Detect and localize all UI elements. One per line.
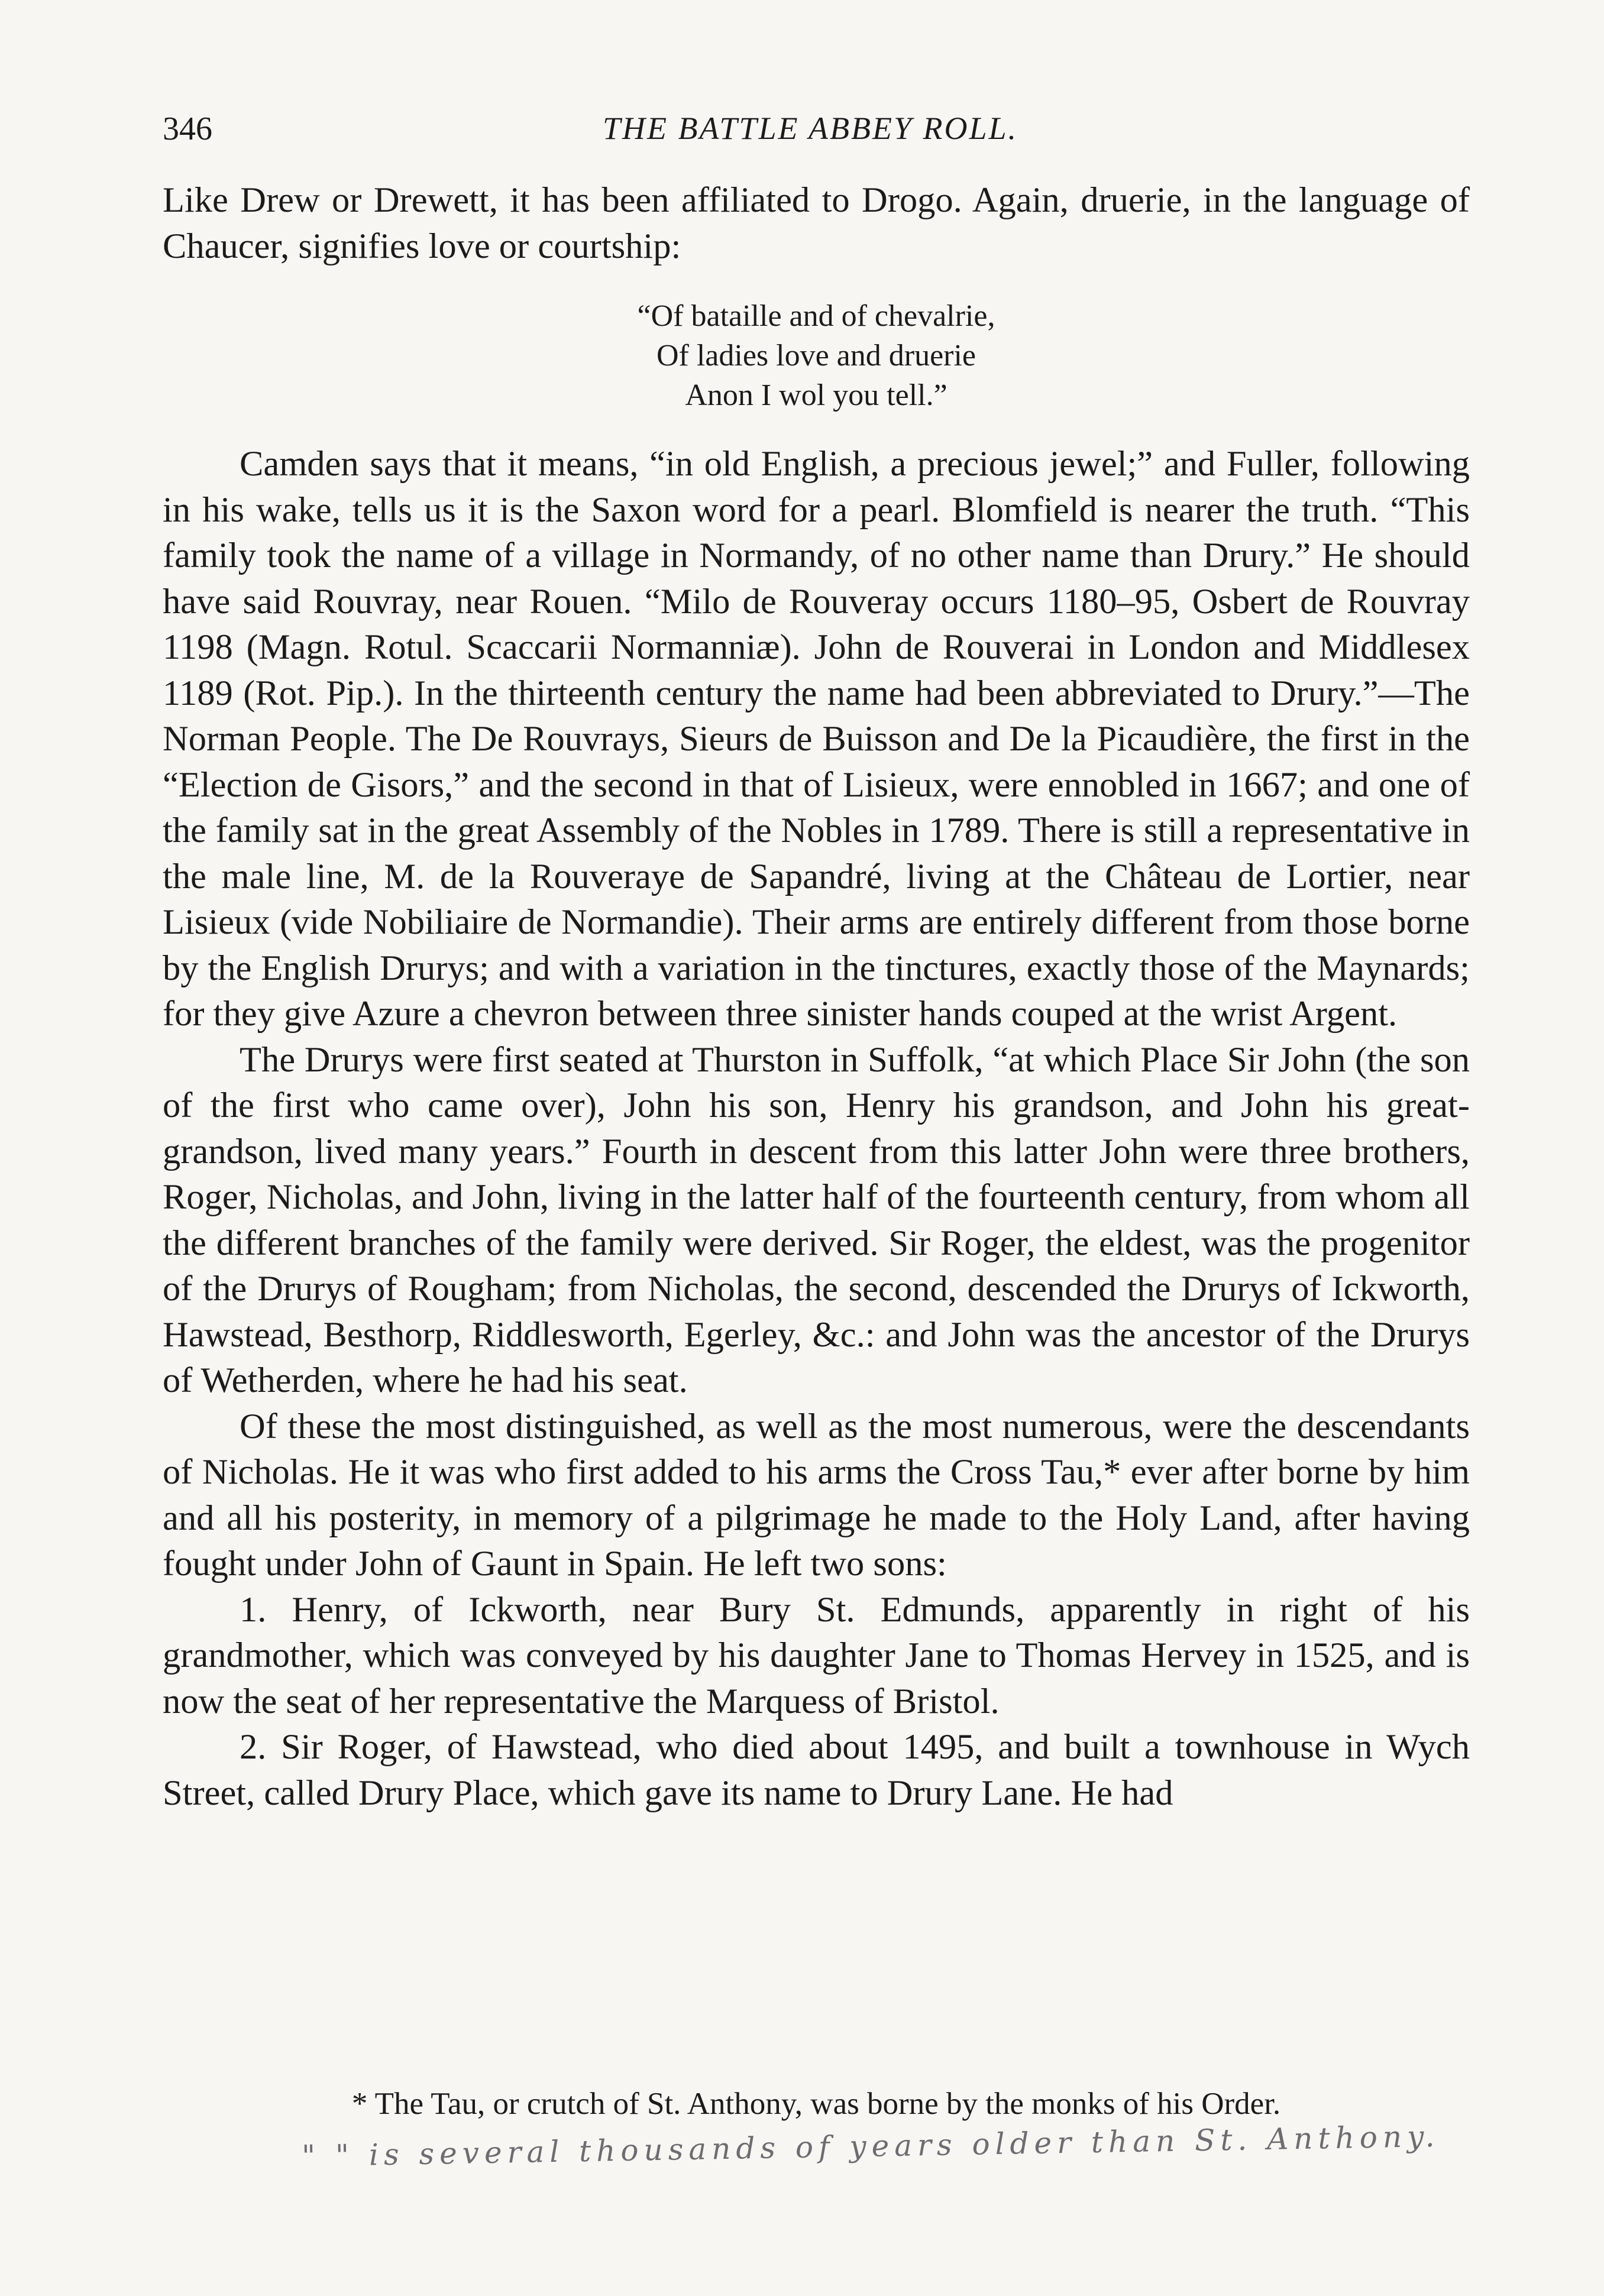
running-title: THE BATTLE ABBEY ROLL. [602, 111, 1018, 146]
verse-line: Of ladies love and druerie [656, 339, 976, 373]
list-item: 2. Sir Roger, of Hawstead, who died about 1495, and built a townhouse in Wych Street, called Drury Place, which gave its name to Drury Lane. He had [163, 1727, 1470, 1813]
verse-line: Anon I wol you tell.” [685, 378, 947, 412]
paragraph: Like Drew or Drewett, it has been affiliated to Drogo. Again, druerie, in the language of Chaucer, signifies love or courtship: [163, 180, 1470, 266]
verse-quotation [163, 296, 1470, 415]
page-header [163, 110, 1458, 157]
verse-line: “Of bataille and of chevalrie, [637, 299, 995, 333]
footnote: * The Tau, or crutch of St. Anthony, was borne by the monks of his Order. [351, 2087, 1281, 2121]
paragraph: Camden says that it means, “in old English, a precious jewel;” and Fuller, following in his wake, tells us it is the Saxon word for a pearl. Blomfield is nearer the truth. “This family took the name of a village in Normandy, of no other name than Drury.” He should have said Rouvray, near Rouen. “Milo de Rouveray occurs 1180–95, Osbert de Rouvray 1198 (Magn. Rotul. Scaccarii Normanniæ). John de Rouverai in London and Middlesex 1189 (Rot. Pip.). In the thirteenth century the name had been abbreviated to Drury.”—The Norman People. The De Rouvrays, Sieurs de Buisson and De la Picaudière, the first in the “Election de Gisors,” and the second in that of Lisieux, were ennobled in 1667; and one of the family sat in the great Assembly of the Nobles in 1789. There is still a representative in the male line, M. de la Rouveraye de Sapandré, living at the Château de Lortier, near Lisieux (vide Nobiliaire de Normandie). Their arms are entirely different from those borne by the English Drurys; and with a variation in the tinctures, exactly those of the Maynards; for they give Azure a chevron between three sinister hands couped at the wrist Argent. [163, 444, 1470, 1034]
list-item: 1. Henry, of Ickworth, near Bury St. Edmunds, apparently in right of his grandmother, which was conveyed by his daughter Jane to Thomas Hervey in 1525, and is now the seat of her representative the Marquess of Bristol. [163, 1589, 1470, 1721]
main-text [163, 177, 1470, 1816]
handwritten-annotation: " " is several thousands of years older than St. Anthony. [301, 2119, 1441, 2174]
page-number: 346 [163, 111, 212, 147]
paragraph: The Drurys were first seated at Thurston in Suffolk, “at which Place Sir John (the son of the first who came over), John his son, Henry his grandson, and John his great-grandson, lived many years.” Fourth in descent from this latter John were three brothers, Roger, Nicholas, and John, living in the latter half of the fourteenth century, from whom all the different branches of the family were derived. Sir Roger, the eldest, was the progenitor of the Drurys of Rougham; from Nicholas, the second, descended the Drurys of Ickworth, Hawstead, Besthorp, Riddlesworth, Egerley, &c.: and John was the ancestor of the Drurys of Wetherden, where he had his seat. [163, 1039, 1470, 1400]
paragraph: Of these the most distinguished, as well as the most numerous, were the descendants of Nicholas. He it was who first added to his arms the Cross Tau,* ever after borne by him and all his posterity, in memory of a pilgrimage he made to the Holy Land, after having fought under John of Gaunt in Spain. He left two sons: [163, 1406, 1470, 1583]
